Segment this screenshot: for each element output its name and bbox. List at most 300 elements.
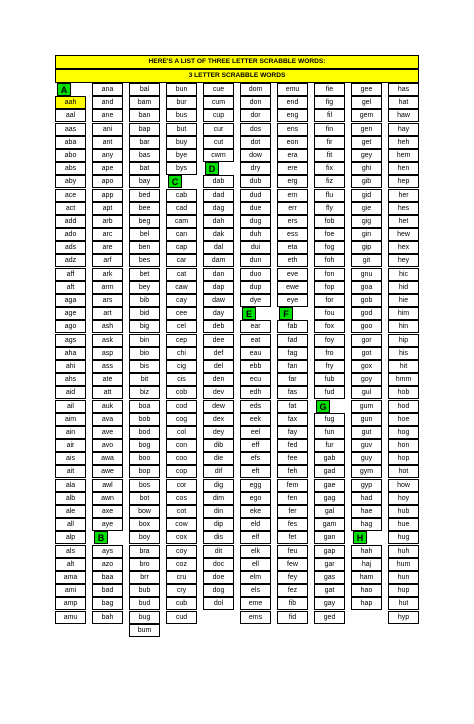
- word-cell: haj: [351, 558, 382, 571]
- word-cell: hon: [388, 439, 419, 452]
- word-cell: gag: [314, 492, 345, 505]
- word-cell: fab: [277, 320, 308, 333]
- word-cell: coz: [166, 558, 197, 571]
- word-cell: cod: [166, 400, 197, 413]
- word-cell: elf: [240, 531, 271, 544]
- word-cell: gee: [351, 83, 382, 96]
- word-cell: bey: [129, 281, 160, 294]
- word-cell: hoy: [388, 492, 419, 505]
- word-cell: cep: [166, 334, 197, 347]
- word-cell: ham: [351, 571, 382, 584]
- word-cell: ask: [92, 334, 123, 347]
- letter-marker: D: [205, 162, 219, 175]
- word-cell: bam: [129, 96, 160, 109]
- word-cell: erg: [277, 175, 308, 188]
- word-cell: gyp: [351, 479, 382, 492]
- word-cell: dip: [203, 518, 234, 531]
- word-cell: bog: [129, 439, 160, 452]
- word-cell: gar: [314, 558, 345, 571]
- word-cell: dye: [240, 294, 271, 307]
- word-cell: aid: [55, 386, 86, 399]
- word-cell: ghi: [351, 162, 382, 175]
- word-cell: alb: [55, 492, 86, 505]
- word-cell: bug: [129, 611, 160, 624]
- word-cell: caw: [166, 281, 197, 294]
- word-cell: dol: [203, 597, 234, 610]
- word-cell: cab: [166, 189, 197, 202]
- word-cell: cis: [166, 373, 197, 386]
- word-cell: dal: [203, 241, 234, 254]
- word-column: [351, 83, 382, 611]
- word-cell: cru: [166, 571, 197, 584]
- word-cell: arb: [92, 215, 123, 228]
- word-cell: hic: [388, 268, 419, 281]
- word-cell: fop: [314, 281, 345, 294]
- word-cell: cue: [203, 83, 234, 96]
- word-cell: dry: [240, 162, 271, 175]
- word-cell: cay: [166, 294, 197, 307]
- word-cell: fid: [277, 611, 308, 624]
- word-cell: ern: [277, 189, 308, 202]
- word-cell: baa: [92, 571, 123, 584]
- word-cell: foy: [314, 334, 345, 347]
- word-cell: hap: [351, 597, 382, 610]
- word-cell: bud: [129, 597, 160, 610]
- word-cell: alt: [55, 558, 86, 571]
- word-cell: gen: [351, 123, 382, 136]
- word-cell: abo: [55, 149, 86, 162]
- word-cell: dim: [203, 492, 234, 505]
- word-cell: ewe: [277, 281, 308, 294]
- word-cell: cur: [203, 123, 234, 136]
- word-cell: bro: [129, 558, 160, 571]
- word-cell: din: [203, 505, 234, 518]
- word-cell: ems: [240, 611, 271, 624]
- word-cell: age: [55, 307, 86, 320]
- word-cell: dib: [203, 439, 234, 452]
- word-cell: fil: [314, 109, 345, 122]
- word-cell: eat: [240, 334, 271, 347]
- word-cell: duo: [240, 268, 271, 281]
- word-cell: bed: [129, 189, 160, 202]
- word-column: [277, 83, 308, 624]
- word-cell: foh: [314, 254, 345, 267]
- word-cell: had: [351, 492, 382, 505]
- word-cell: dam: [203, 254, 234, 267]
- word-cell: eel: [240, 426, 271, 439]
- letter-marker: G: [316, 400, 330, 413]
- word-cell: bid: [129, 307, 160, 320]
- word-cell: cad: [166, 202, 197, 215]
- word-cell: gum: [351, 400, 382, 413]
- letter-marker: E: [242, 307, 256, 320]
- word-cell: gae: [314, 479, 345, 492]
- word-cell: but: [166, 123, 197, 136]
- word-cell: hut: [388, 597, 419, 610]
- word-cell: asp: [92, 347, 123, 360]
- word-cell: eve: [277, 268, 308, 281]
- word-cell: gox: [351, 360, 382, 373]
- word-cell: aft: [55, 281, 86, 294]
- word-cell: bet: [129, 268, 160, 281]
- word-cell: hot: [388, 465, 419, 478]
- word-cell: gun: [351, 413, 382, 426]
- word-cell: bib: [129, 294, 160, 307]
- word-cell: cot: [166, 505, 197, 518]
- word-cell: den: [203, 373, 234, 386]
- word-cell: ami: [55, 584, 86, 597]
- word-cell: eme: [240, 597, 271, 610]
- word-cell: boo: [129, 452, 160, 465]
- word-cell: ane: [92, 109, 123, 122]
- word-cell: awa: [92, 452, 123, 465]
- word-cell: cap: [166, 241, 197, 254]
- word-cell: gem: [351, 109, 382, 122]
- word-cell: dag: [203, 202, 234, 215]
- word-cell: err: [277, 202, 308, 215]
- word-cell: hun: [388, 571, 419, 584]
- word-cell: art: [92, 307, 123, 320]
- word-cell: awl: [92, 479, 123, 492]
- word-cell: ant: [92, 136, 123, 149]
- word-cell: dad: [203, 189, 234, 202]
- word-cell: biz: [129, 386, 160, 399]
- word-cell: ale: [55, 505, 86, 518]
- word-cell: fon: [314, 268, 345, 281]
- word-cell: fet: [277, 531, 308, 544]
- word-cell: gin: [351, 228, 382, 241]
- word-cell: als: [55, 545, 86, 558]
- word-cell: goa: [351, 281, 382, 294]
- word-cell: cut: [203, 136, 234, 149]
- word-cell: axe: [92, 505, 123, 518]
- word-cell: gas: [314, 571, 345, 584]
- word-cell: gym: [351, 465, 382, 478]
- word-cell: get: [351, 136, 382, 149]
- word-cell: ahi: [55, 360, 86, 373]
- word-cell: gig: [351, 215, 382, 228]
- word-cell: fub: [314, 373, 345, 386]
- word-cell: hin: [388, 320, 419, 333]
- word-cell: ado: [55, 228, 86, 241]
- word-cell: bot: [129, 492, 160, 505]
- word-cell: boy: [129, 531, 160, 544]
- word-cell: him: [388, 307, 419, 320]
- word-cell: eta: [277, 241, 308, 254]
- word-cell: feu: [277, 545, 308, 558]
- word-cell: goy: [351, 373, 382, 386]
- word-cell: bub: [129, 584, 160, 597]
- word-cell: ars: [92, 294, 123, 307]
- word-cell: dog: [203, 584, 234, 597]
- word-cell: azo: [92, 558, 123, 571]
- word-cell: edh: [240, 386, 271, 399]
- word-cell: any: [92, 149, 123, 162]
- word-cell: ape: [92, 162, 123, 175]
- word-cell: bas: [129, 149, 160, 162]
- word-cell: his: [388, 347, 419, 360]
- word-cell: ban: [129, 109, 160, 122]
- word-cell: gel: [351, 96, 382, 109]
- word-cell: air: [55, 439, 86, 452]
- word-cell: ell: [240, 558, 271, 571]
- word-cell: aby: [55, 175, 86, 188]
- word-cell: cat: [166, 268, 197, 281]
- word-cell: hey: [388, 254, 419, 267]
- word-cell: amu: [55, 611, 86, 624]
- word-cell: dui: [240, 241, 271, 254]
- word-cell: dey: [203, 426, 234, 439]
- word-cell: fob: [314, 215, 345, 228]
- word-cell: day: [203, 307, 234, 320]
- word-cell: huh: [388, 545, 419, 558]
- word-cell: alp: [55, 531, 86, 544]
- word-cell: cee: [166, 307, 197, 320]
- word-cell: fee: [277, 452, 308, 465]
- word-cell: eld: [240, 518, 271, 531]
- word-cell: era: [277, 149, 308, 162]
- word-cell: fie: [314, 83, 345, 96]
- word-cell: dak: [203, 228, 234, 241]
- word-cell: fir: [314, 136, 345, 149]
- word-cell: cel: [166, 320, 197, 333]
- word-cell: fiz: [314, 175, 345, 188]
- word-cell: dab: [203, 175, 234, 188]
- word-cell: dug: [240, 215, 271, 228]
- word-cell: bah: [92, 611, 123, 624]
- word-cell: dor: [240, 109, 271, 122]
- word-cell: gad: [314, 465, 345, 478]
- word-cell: fes: [277, 518, 308, 531]
- word-cell: dah: [203, 215, 234, 228]
- word-cell: duh: [240, 228, 271, 241]
- word-cell: aba: [55, 136, 86, 149]
- word-cell: gut: [351, 426, 382, 439]
- word-column: [203, 83, 234, 611]
- word-cell: hen: [388, 162, 419, 175]
- word-cell: and: [92, 96, 123, 109]
- word-cell: bad: [92, 584, 123, 597]
- word-cell: dig: [203, 479, 234, 492]
- word-cell: gan: [314, 531, 345, 544]
- word-cell: hex: [388, 241, 419, 254]
- word-cell: avo: [92, 439, 123, 452]
- word-cell: ait: [55, 465, 86, 478]
- word-cell: fax: [277, 413, 308, 426]
- word-cell: awe: [92, 465, 123, 478]
- word-cell: hob: [388, 386, 419, 399]
- word-cell: gam: [314, 518, 345, 531]
- word-cell: dex: [203, 413, 234, 426]
- word-cell: fur: [314, 439, 345, 452]
- word-cell: ash: [92, 320, 123, 333]
- word-cell: bum: [129, 624, 160, 637]
- word-cell: guy: [351, 452, 382, 465]
- word-cell: eye: [277, 294, 308, 307]
- word-cell: ers: [277, 215, 308, 228]
- word-cell: coo: [166, 452, 197, 465]
- word-cell: con: [166, 439, 197, 452]
- word-cell: hit: [388, 360, 419, 373]
- word-cell: haw: [388, 109, 419, 122]
- word-cell: chi: [166, 347, 197, 360]
- page-subtitle: 3 LETTER SCRABBLE WORDS: [55, 69, 419, 83]
- word-cell: gib: [351, 175, 382, 188]
- word-cell: emu: [277, 83, 308, 96]
- word-cell: eon: [277, 136, 308, 149]
- word-cell: bun: [166, 83, 197, 96]
- word-cell: ais: [55, 452, 86, 465]
- word-cell: ago: [55, 320, 86, 333]
- word-cell: ads: [55, 241, 86, 254]
- word-cell: big: [129, 320, 160, 333]
- word-cell: dev: [203, 386, 234, 399]
- word-cell: ani: [92, 123, 123, 136]
- word-cell: ays: [92, 545, 123, 558]
- word-cell: hag: [351, 518, 382, 531]
- word-cell: bis: [129, 360, 160, 373]
- word-cell: gey: [351, 149, 382, 162]
- word-cell: aal: [55, 109, 86, 122]
- word-cell: fay: [277, 426, 308, 439]
- word-cell: app: [92, 189, 123, 202]
- word-cell: dub: [240, 175, 271, 188]
- word-cell: dan: [203, 268, 234, 281]
- word-column: [166, 83, 197, 624]
- word-cell: ahs: [55, 373, 86, 386]
- word-cell: bat: [129, 162, 160, 175]
- word-cell: elk: [240, 545, 271, 558]
- word-cell: hup: [388, 584, 419, 597]
- word-cell: bop: [129, 465, 160, 478]
- word-cell: hue: [388, 518, 419, 531]
- word-cell: gab: [314, 452, 345, 465]
- word-cell: fem: [277, 479, 308, 492]
- word-cell: ala: [55, 479, 86, 492]
- word-cell: gnu: [351, 268, 382, 281]
- word-cell: hat: [388, 96, 419, 109]
- word-cell: hae: [351, 505, 382, 518]
- word-cell: heh: [388, 136, 419, 149]
- word-cell: dun: [240, 254, 271, 267]
- word-cell: gul: [351, 386, 382, 399]
- word-cell: box: [129, 518, 160, 531]
- word-cell: aim: [55, 413, 86, 426]
- word-cell: aye: [92, 518, 123, 531]
- word-cell: cob: [166, 386, 197, 399]
- word-cell: cor: [166, 479, 197, 492]
- word-cell: ags: [55, 334, 86, 347]
- word-column: [55, 83, 86, 624]
- word-cell: ana: [92, 83, 123, 96]
- word-cell: bow: [129, 505, 160, 518]
- word-cell: hum: [388, 558, 419, 571]
- word-cell: boa: [129, 400, 160, 413]
- word-cell: hes: [388, 202, 419, 215]
- word-cell: hug: [388, 531, 419, 544]
- word-cell: ben: [129, 241, 160, 254]
- word-cell: apo: [92, 175, 123, 188]
- word-cell: aga: [55, 294, 86, 307]
- word-cell: ace: [55, 189, 86, 202]
- word-cell: bay: [129, 175, 160, 188]
- word-cell: ail: [55, 400, 86, 413]
- word-cell: fen: [277, 492, 308, 505]
- word-cell: bra: [129, 545, 160, 558]
- word-cell: aah: [55, 96, 86, 109]
- word-cell: feh: [277, 465, 308, 478]
- word-cell: brr: [129, 571, 160, 584]
- word-cell: fat: [277, 400, 308, 413]
- letter-marker: C: [168, 175, 182, 188]
- word-cell: eau: [240, 347, 271, 360]
- word-cell: doe: [203, 571, 234, 584]
- word-cell: guv: [351, 439, 382, 452]
- word-cell: bod: [129, 426, 160, 439]
- word-cell: gay: [314, 597, 345, 610]
- word-cell: hyp: [388, 611, 419, 624]
- word-cell: god: [351, 307, 382, 320]
- word-cell: fin: [314, 123, 345, 136]
- word-cell: cos: [166, 492, 197, 505]
- word-cell: het: [388, 215, 419, 228]
- word-column: [92, 83, 123, 624]
- word-cell: aff: [55, 268, 86, 281]
- word-cell: her: [388, 189, 419, 202]
- word-cell: bap: [129, 123, 160, 136]
- word-cell: dee: [203, 334, 234, 347]
- word-cell: bag: [92, 597, 123, 610]
- word-cell: egg: [240, 479, 271, 492]
- word-cell: cig: [166, 360, 197, 373]
- word-cell: add: [55, 215, 86, 228]
- word-cell: adz: [55, 254, 86, 267]
- word-cell: bin: [129, 334, 160, 347]
- word-cell: arf: [92, 254, 123, 267]
- word-cell: efs: [240, 452, 271, 465]
- word-cell: del: [203, 360, 234, 373]
- word-cell: fry: [314, 360, 345, 373]
- word-cell: auk: [92, 400, 123, 413]
- word-cell: eth: [277, 254, 308, 267]
- word-cell: ear: [240, 320, 271, 333]
- word-column: [314, 83, 345, 624]
- word-cell: fix: [314, 162, 345, 175]
- word-cell: fun: [314, 426, 345, 439]
- word-cell: eke: [240, 505, 271, 518]
- word-cell: dup: [240, 281, 271, 294]
- word-cell: amp: [55, 597, 86, 610]
- letter-marker: F: [279, 307, 293, 320]
- word-cell: bys: [166, 162, 197, 175]
- word-cell: ain: [55, 426, 86, 439]
- word-cell: gob: [351, 294, 382, 307]
- word-cell: hmm: [388, 373, 419, 386]
- word-cell: ecu: [240, 373, 271, 386]
- word-cell: cud: [166, 611, 197, 624]
- word-cell: hip: [388, 334, 419, 347]
- word-cell: git: [351, 254, 382, 267]
- word-cell: bus: [166, 109, 197, 122]
- word-cell: hew: [388, 228, 419, 241]
- word-cell: gie: [351, 202, 382, 215]
- word-cell: beg: [129, 215, 160, 228]
- word-cell: goo: [351, 320, 382, 333]
- word-cell: bos: [129, 479, 160, 492]
- word-cell: fez: [277, 584, 308, 597]
- word-cell: doc: [203, 558, 234, 571]
- word-cell: dow: [240, 149, 271, 162]
